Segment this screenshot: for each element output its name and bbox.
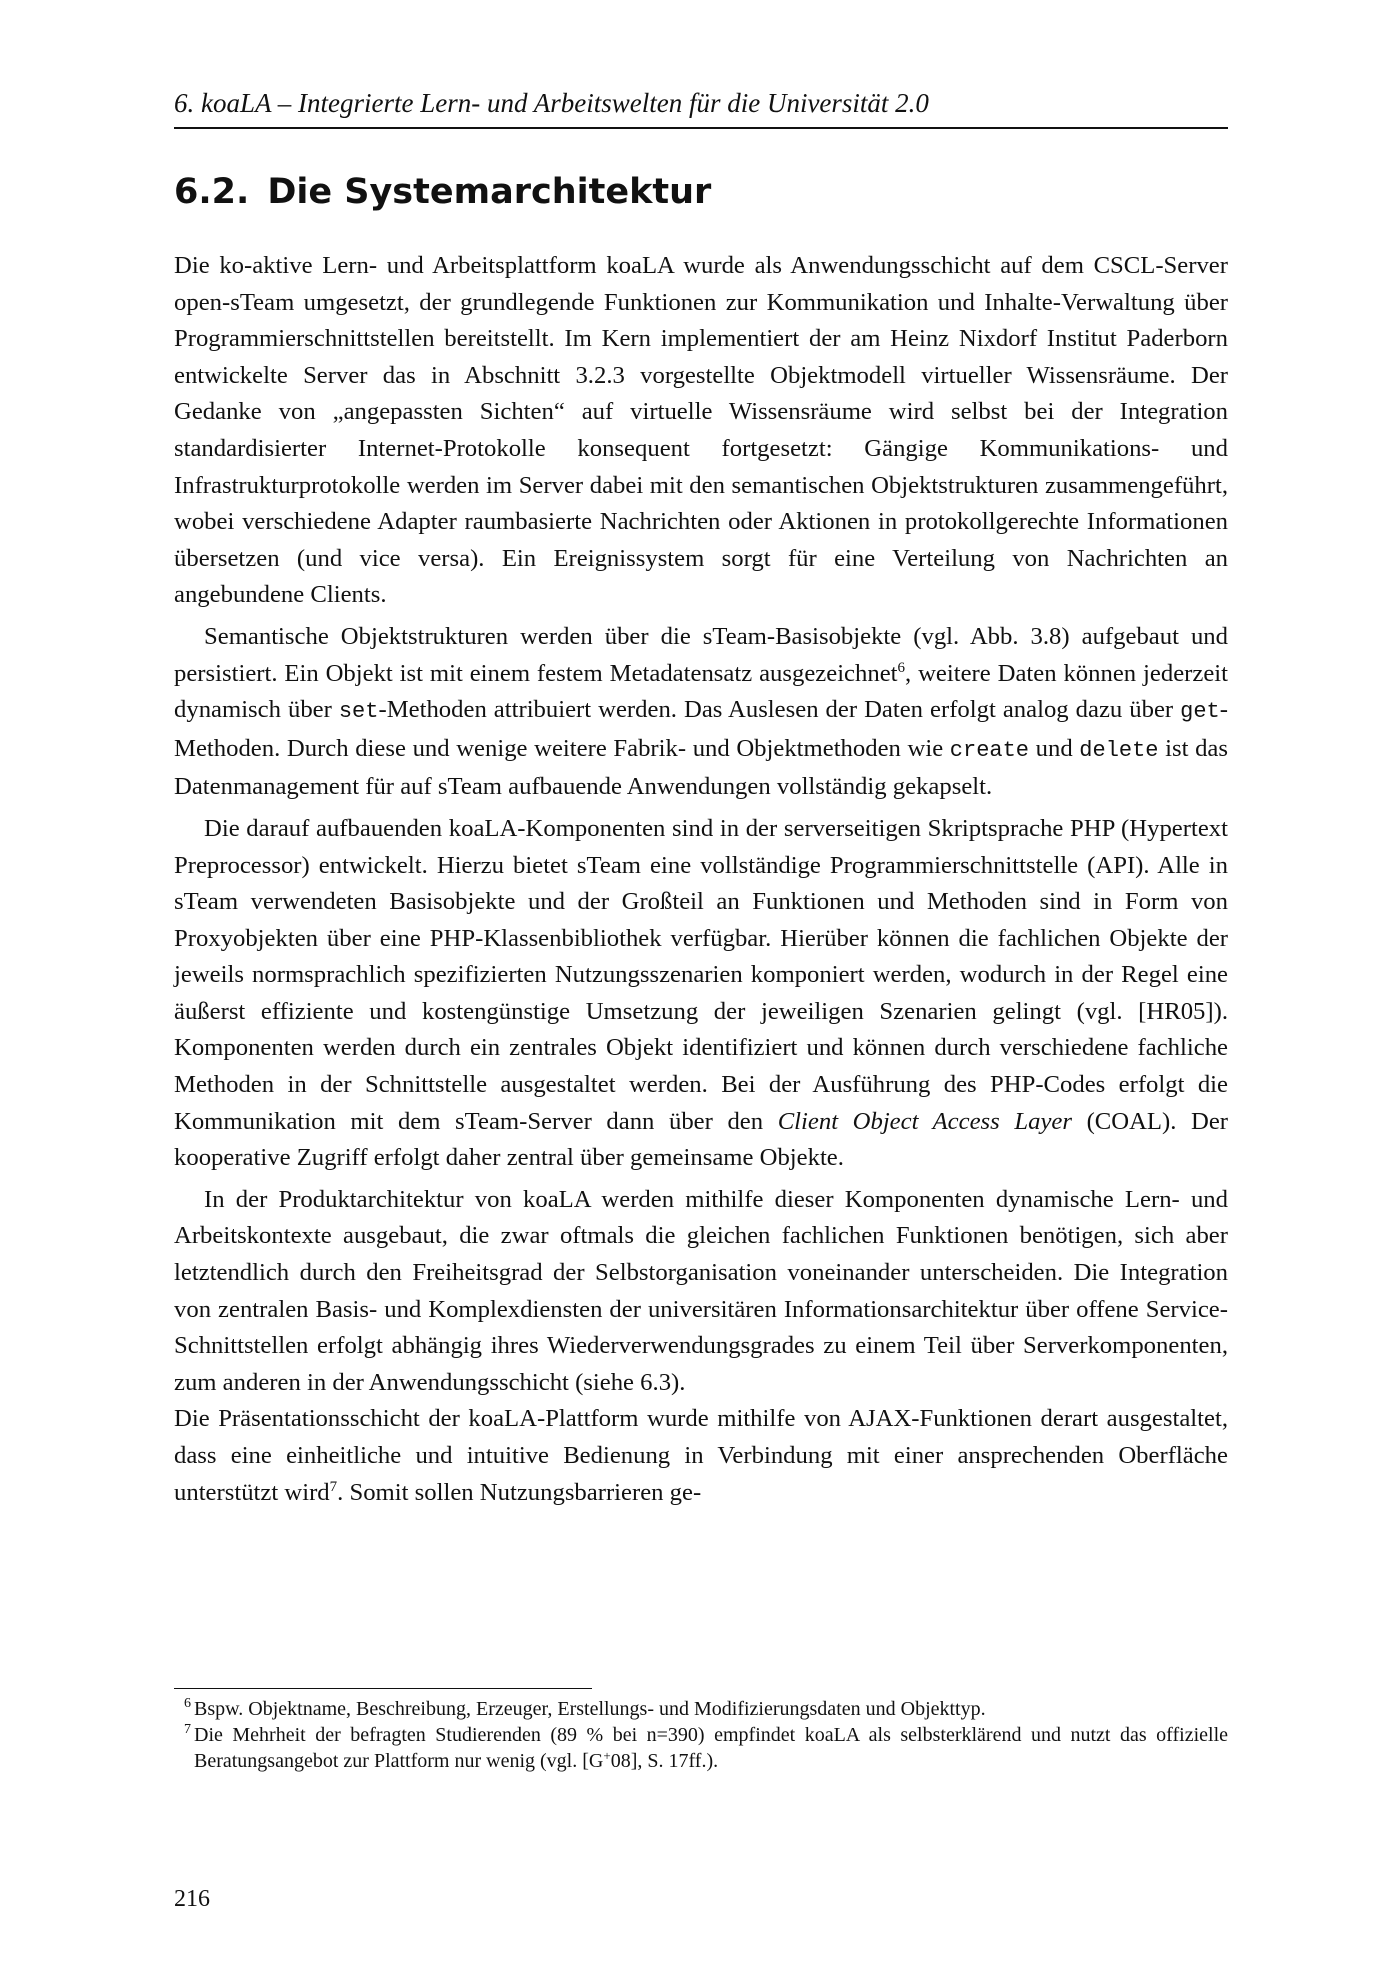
section-heading [174, 168, 711, 216]
paragraph-2-text-a: Semantische Objektstrukturen werden über die sTeam-Basisobjekte (vgl. Abb. 3.8) aufgebaut und persistiert. Ein Objekt ist mit einem festem Metadatensatz ausgezeichnet [174, 622, 1228, 687]
footnote-text-a: Die Mehrheit der befragten Studierenden (89 % bei n=390) empfindet koaLA als selbsterklärend und nutzt das offizielle Beratungsangebot zur Plattform nur wenig (vgl. [G [194, 1724, 1228, 1772]
running-header: 6. koaLA – Integrierte Lern- und Arbeitswelten für die Universität 2.0 [174, 88, 929, 118]
body-text [174, 248, 1228, 1511]
paragraph-5 [174, 1401, 1228, 1511]
footnote-mark: 6 [184, 1696, 191, 1711]
code-set: set [338, 699, 379, 725]
code-get: get [1180, 699, 1220, 725]
header-rule [174, 127, 1228, 129]
footnote-ref-7: 7 [329, 1478, 338, 1495]
footnote-mark: 7 [184, 1722, 191, 1737]
page-number: 216 [174, 1886, 210, 1912]
paragraph-1: Die ko-aktive Lern- und Arbeitsplattform koaLA wurde als Anwendungsschicht auf dem CSCL-Server open-sTeam umgesetzt, der grundlegende Funktionen zur Kommunikation und Inhalte-Verwaltung über Programmierschnittstellen bereitstellt. Im Kern implementiert der am Heinz Nixdorf Institut Paderborn entwickelte Server das in Abschnitt 3.2.3 vorgestellte Objektmodell virtueller Wissensräume. Der Gedanke von „angepassten Sichten“ auf virtuelle Wissensräume wird selbst bei der Integration standardisierter Internet-Protokolle konsequent fortgesetzt: Gängige Kommunikations- und Infrastrukturprotokolle werden im Server dabei mit den semantischen Objektstrukturen zusammengeführt, wobei verschiedene Adapter raumbasierte Nachrichten oder Aktionen in protokollgerechte Informationen übersetzen (und vice versa). Ein Ereignissystem sorgt für eine Verteilung von Nachrichten an angebundene Clients. [174, 252, 1228, 609]
footnote-ref-6: 6 [897, 659, 906, 676]
coal-term: Client Object Access Layer [777, 1107, 1072, 1135]
footnote-text-b: 08], S. 17ff.). [610, 1750, 719, 1772]
code-create: create [949, 737, 1030, 763]
paragraph-5-text-b: . Somit sollen Nutzungsbarrieren ge- [337, 1478, 702, 1506]
footnote-sup: + [603, 1748, 611, 1763]
paragraph-3 [174, 811, 1228, 1177]
paragraph-2-text-b: , weitere Daten können jederzeit dynamisch über [174, 659, 1229, 724]
footnote-text: Bspw. Objektname, Beschreibung, Erzeuger, Erstellungs- und Modifizierungsdaten und Objekttyp. [194, 1698, 986, 1720]
footnotes [174, 1696, 1228, 1774]
paragraph-2-text-e: und [1029, 734, 1080, 762]
paragraph-3-text-a: Die darauf aufbauenden koaLA-Komponenten sind in der serverseitigen Skriptsprache PHP (Hypertext Preprocessor) entwickelt. Hierzu bietet sTeam eine vollständige Programmierschnittstelle (API). Alle in sTeam verwendeten Basisobjekte und der Großteil an Funktionen und Methoden sind in Form von Proxyobjekten über eine PHP-Klassenbibliothek verfügbar. Hierüber können die fachlichen Objekte der jeweils normsprachlich spezifizierten Nutzungsszenarien komponiert werden, wodurch in der Regel eine äußerst effiziente und kostengünstige Umsetzung der jeweiligen Szenarien gelingt (vgl. [HR05]). Komponenten werden durch ein zentrales Objekt identifiziert und können durch verschiedene fachliche Methoden in der Schnittstelle ausgestaltet werden. Bei der Ausführung des PHP-Codes erfolgt die Kommunikation mit dem sTeam-Server dann über den [174, 814, 1228, 1135]
section-number: 6.2. [174, 172, 250, 212]
paragraph-5-text-a: Die Präsentationsschicht der koaLA-Plattform wurde mithilfe von AJAX-Funktionen derart ausgestaltet, dass eine einheitliche und intuitive Bedienung in Verbindung mit einer ansprechenden Oberfläche unterstützt wird [174, 1405, 1228, 1506]
footnote-7 [174, 1722, 1228, 1774]
paragraph-4: In der Produktarchitektur von koaLA werden mithilfe dieser Komponenten dynamische Lern- und Arbeitskontexte ausgebaut, die zwar oftmals die gleichen fachlichen Funktionen benötigen, sich aber letztendlich durch den Freiheitsgrad der Selbstorganisation voneinander unterscheiden. Die Integration von zentralen Basis- und Komplexdiensten der universitären Informationsarchitektur über offene Service-Schnittstellen erfolgt abhängig ihres Wiederverwendungsgrades zu einem Teil über Serverkomponenten, zum anderen in der Anwendungsschicht (siehe 6.3). [174, 1185, 1228, 1396]
footnote-6 [174, 1696, 1228, 1722]
paragraph-2-text-f: ist das Datenmanagement für auf sTeam aufbauende Anwendungen vollständig gekapselt. [174, 734, 1228, 801]
paragraph-2-text-d: -Methoden. Durch diese und wenige weitere Fabrik- und Objektmethoden wie [174, 696, 1228, 762]
footnote-rule [174, 1688, 592, 1689]
section-title: Die Systemarchitektur [267, 172, 712, 212]
paragraph-3-text-b: (COAL). Der kooperative Zugriff erfolgt daher zentral über gemeinsame Objekte. [174, 1107, 1229, 1172]
code-delete: delete [1079, 737, 1159, 763]
paragraph-2-text-c: -Methoden attribuiert werden. Das Auslesen der Daten erfolgt analog dazu über [378, 696, 1181, 724]
paragraph-2 [174, 619, 1228, 806]
